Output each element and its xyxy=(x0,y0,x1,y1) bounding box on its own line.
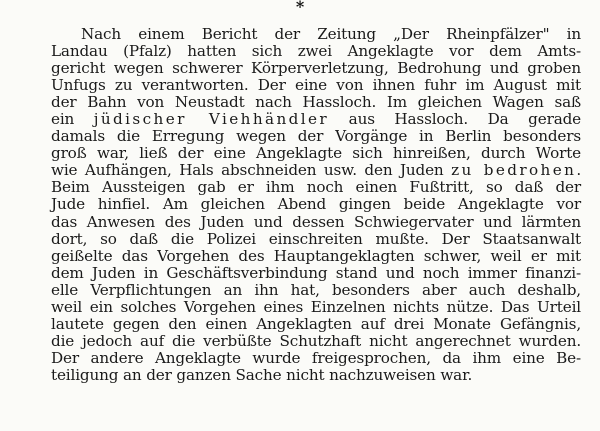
article-line xyxy=(51,350,581,367)
article-line xyxy=(51,94,581,111)
text-run: Jude hinfiel. Am gleichen Abend gingen beide Angeklagte vor xyxy=(51,195,581,214)
text-run: lautete gegen den einen Angeklagten auf drei Monate Gefängnis, xyxy=(51,314,581,333)
article-line xyxy=(51,26,581,43)
text-run: Nach einem Bericht der Zeitung „Der Rheinpfälzer" in xyxy=(81,25,581,43)
text-run: das Anwesen des Juden und dessen Schwiegervater und lärmten xyxy=(51,212,581,231)
text-run: Beim Aussteigen gab er ihm noch einen Fußtritt, so daß der xyxy=(51,178,581,197)
article-body xyxy=(51,26,581,384)
text-run: Landau (Pfalz) hatten sich zwei Angeklagte vor dem Amts- xyxy=(51,42,581,61)
text-run: . xyxy=(576,161,581,180)
article-line xyxy=(51,316,581,333)
text-run: aus Hassloch. Da gerade xyxy=(329,110,582,129)
article-line xyxy=(51,77,581,94)
article-line xyxy=(51,248,581,265)
article-line xyxy=(51,145,581,162)
text-run: dort, so daß die Polizei einschreiten mußte. Der Staatsanwalt xyxy=(51,229,581,248)
text-run: Der andere Angeklagte wurde freigesprochen, da ihm eine Be- xyxy=(51,348,581,367)
text-run: wie Aufhängen, Hals abschneiden usw. den Juden xyxy=(51,161,452,180)
text-run: gericht wegen schwerer Körperverletzung, Bedrohung und groben xyxy=(51,59,581,78)
article-line xyxy=(51,299,581,316)
text-run: elle Verpflichtungen an ihn hat, besonders aber auch deshalb, xyxy=(51,280,581,299)
emphasized-text: jüdischer Viehhändler xyxy=(93,110,330,129)
text-run: der Bahn von Neustadt nach Hassloch. Im gleichen Wagen saß xyxy=(51,93,581,112)
asterisk-ornament: * xyxy=(295,0,305,16)
text-run: weil ein solches Vorgehen eines Einzelnen nichts nütze. Das Urteil xyxy=(51,297,581,316)
text-run: geißelte das Vorgehen des Hauptangeklagten schwer, weil er mit xyxy=(51,246,581,265)
emphasized-text: zu bedrohen xyxy=(451,161,577,180)
article-line xyxy=(51,231,581,248)
article-line xyxy=(51,196,581,213)
article-line xyxy=(51,214,581,231)
article-line xyxy=(51,111,581,128)
text-run: ein xyxy=(51,110,94,129)
text-run: teiligung an der ganzen Sache nicht nachzuweisen war. xyxy=(51,365,473,384)
text-run: damals die Erregung wegen der Vorgänge in Berlin besonders xyxy=(51,127,581,146)
article-line xyxy=(51,43,581,60)
text-run: Unfugs zu verantworten. Der eine von ihnen fuhr im August mit xyxy=(51,76,581,95)
text-run: die jedoch auf die verbüßte Schutzhaft nicht angerechnet wurden. xyxy=(51,331,581,350)
article-line xyxy=(51,128,581,145)
text-run: groß war, ließ der eine Angeklagte sich hinreißen, durch Worte xyxy=(51,144,581,163)
article-line xyxy=(51,367,501,384)
article-line xyxy=(51,179,581,196)
article-line xyxy=(51,60,581,77)
article-line xyxy=(51,333,581,350)
article-line xyxy=(51,265,581,282)
text-run: dem Juden in Geschäftsverbindung stand und noch immer finanzi- xyxy=(51,263,581,282)
article-line xyxy=(51,282,581,299)
article-line xyxy=(51,162,581,179)
